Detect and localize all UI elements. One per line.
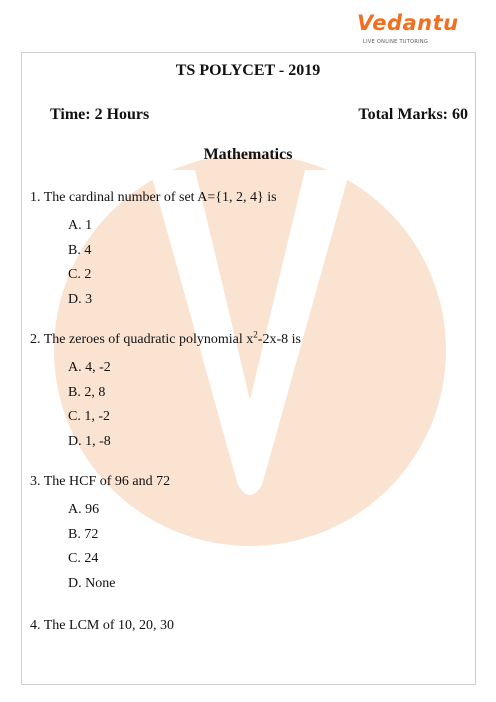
question-2-option-c: C. 1, -2 [68, 409, 110, 424]
question-3-option-b: B. 72 [68, 527, 99, 542]
question-1-option-c: C. 2 [68, 267, 92, 282]
question-1: 1. The cardinal number of set A={1, 2, 4} is [30, 190, 277, 205]
question-1-option-d: D. 3 [68, 292, 93, 307]
logo-wordmark: Vedantu [357, 11, 459, 35]
question-2-text: 2. The zeroes of quadratic polynomial x [30, 332, 254, 347]
question-3-option-c: C. 24 [68, 551, 99, 566]
question-2-option-b: B. 2, 8 [68, 385, 106, 400]
question-3-option-d: D. None [68, 576, 116, 591]
question-1-option-a: A. 1 [68, 218, 93, 233]
question-3: 3. The HCF of 96 and 72 [30, 474, 171, 489]
question-2 [30, 329, 301, 348]
paper-title: TS POLYCET - 2019 [175, 62, 321, 79]
time-label: Time: 2 Hours [50, 106, 150, 123]
question-4: 4. The LCM of 10, 20, 30 [30, 618, 175, 633]
question-2-text-end: -2x-8 is [257, 332, 301, 347]
question-1-option-b: B. 4 [68, 243, 92, 258]
question-2-option-a: A. 4, -2 [68, 360, 111, 375]
question-2-option-d: D. 1, -8 [68, 434, 111, 449]
question-2-exponent: 2 [253, 329, 258, 340]
logo-tagline: LIVE ONLINE TUTORING [363, 39, 429, 45]
question-3-option-a: A. 96 [68, 502, 100, 517]
total-marks-label: Total Marks: 60 [358, 106, 468, 123]
subject-heading: Mathematics [203, 146, 293, 163]
